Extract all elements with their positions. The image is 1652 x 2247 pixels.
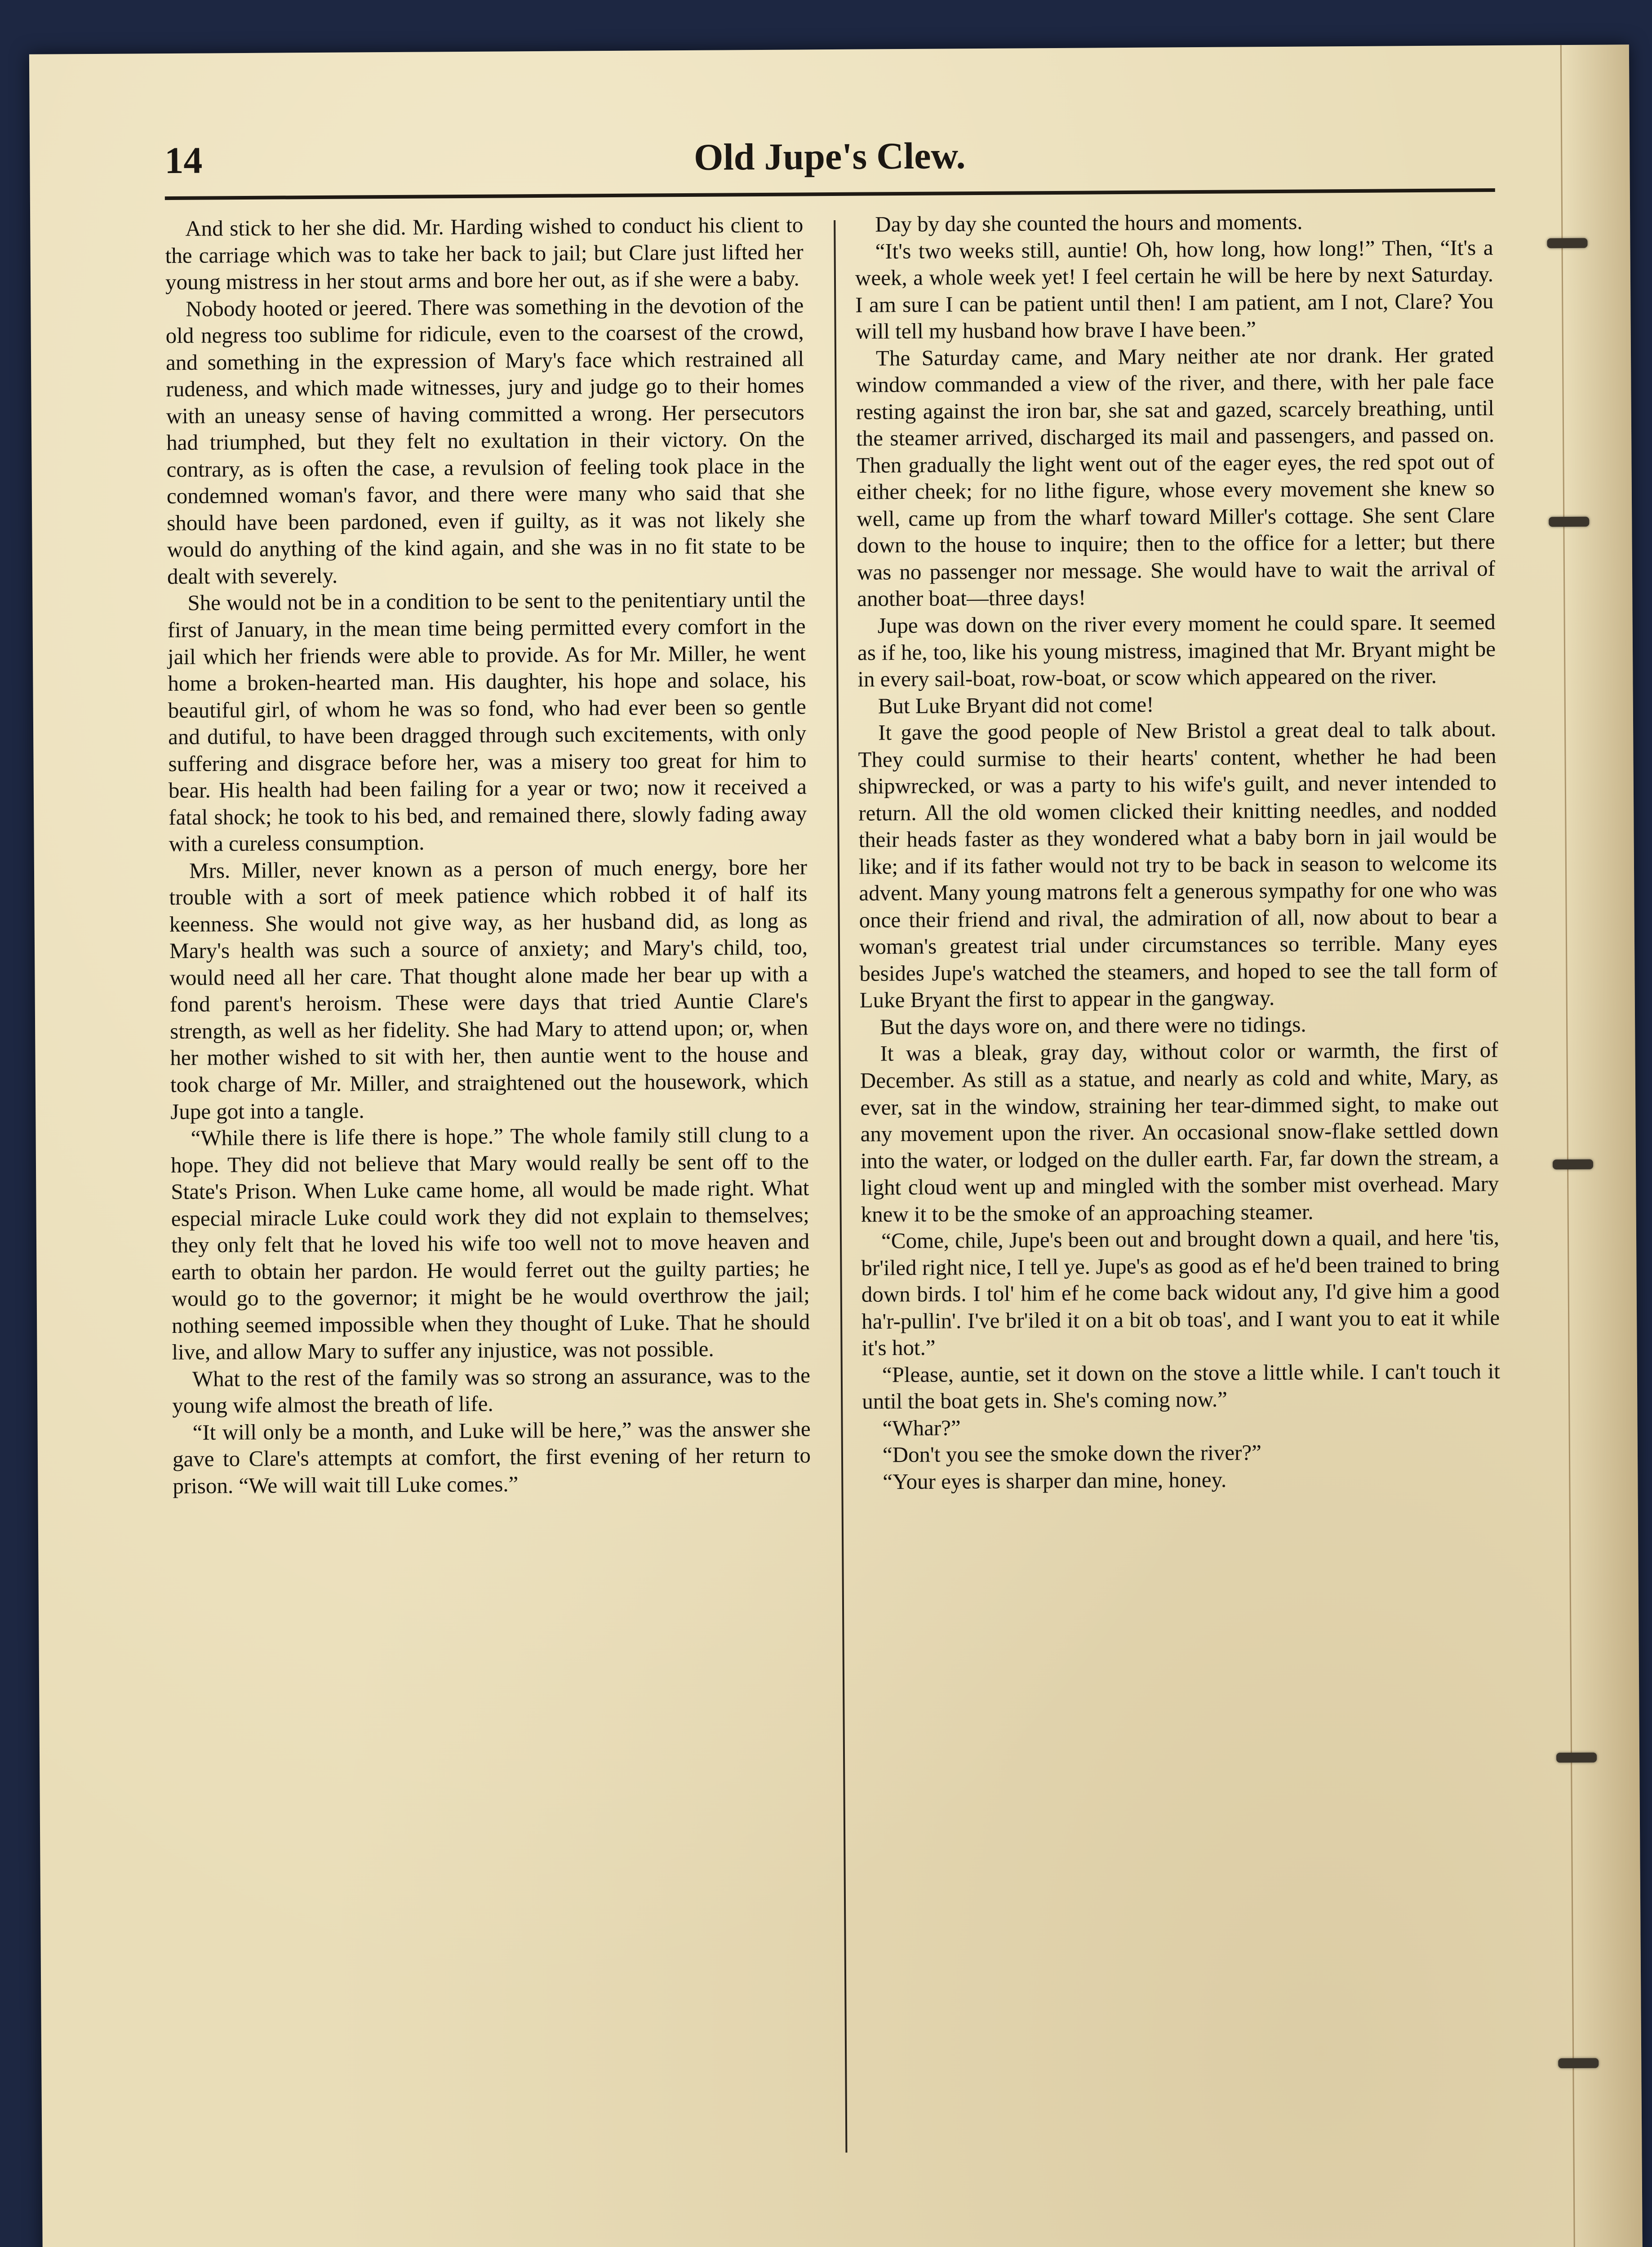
paragraph: “Come, chile, Jupe's been out and brought down a quail, and here 'tis, br'iled right nice, I tell ye. Jupe's as good as ef he'd been trained to bring down birds. I tol' him ef he come back widout any, I'd give him a good ha'r-pullin'. I've br'iled it on a bit ob toas', and I want you to eat it while it's hot.” bbox=[861, 1225, 1500, 1360]
left-column bbox=[165, 211, 811, 1499]
column-divider bbox=[834, 220, 847, 2153]
binding-staple bbox=[1549, 517, 1589, 527]
binding-staple bbox=[1558, 2058, 1599, 2069]
paragraph: She would not be in a condition to be sent to the penitentiary until the first of January, in the mean time being permitted every comfort in the jail which her friends were able to provide. As for Mr. Miller, he went home a broken-hearted man. His daughter, his hope and solace, his beautiful girl, of whom he was so fond, who had ever been so gentle and dutiful, to have been dragged through such excitements, with only suffering and disgrace before her, was a misery too great for him to bear. His health had been failing for a year or two; now it received a fatal shock; he took to his bed, and remained there, slowly fading away with a cureless consumption. bbox=[167, 586, 807, 857]
magazine-page bbox=[29, 44, 1643, 2247]
binding-staple bbox=[1553, 1159, 1593, 1170]
header-rule bbox=[165, 188, 1495, 200]
paragraph: “Whar?” bbox=[882, 1415, 961, 1441]
running-title: Old Jupe's Clew. bbox=[693, 135, 966, 178]
page-edge-shadow bbox=[1560, 44, 1643, 2247]
paragraph: Mrs. Miller, never known as a person of much energy, bore her trouble with a sort of meek patience which robbed it of half its keenness. She would not give way, as her husband did, as long as Mary's health was such a source of anxiety; and Mary's child, too, would need all her care. That thought alone made her bear up with a fond parent's heroism. These were days that tried Auntie Clare's strength, as well as her fidelity. She had Mary to attend upon; or, when her mother wished to sit with her, then auntie went to the house and took charge of Mr. Miller, and straightened out the housework, which Jupe got into a tangle. bbox=[169, 854, 809, 1124]
paragraph: “It will only be a month, and Luke will be here,” was the answer she gave to Clare's attempts at comfort, the first evening of her return to prison. “We will wait till Luke comes.” bbox=[172, 1416, 811, 1498]
paragraph: The Saturday came, and Mary neither ate nor drank. Her grated window commanded a view of the river, and there, with her pale face resting against the iron bar, she sat and gazed, scarcely breathing, until the steamer arrived, discharged its mail and passengers, and passed on. Then gradually the light went out of the eager eyes, the red spot out of either cheek; for no lithe figure, whose every movement she knew so well, came up from the wharf toward Miller's cottage. She sent Clare down to the house to inquire; then to the office for a letter; but there was no passenger nor message. She would have to wait the arrival of another boat—three days! bbox=[856, 342, 1496, 612]
paragraph: “Please, auntie, set it down on the stove a little while. I can't touch it until the boat gets in. She's coming now.” bbox=[862, 1358, 1501, 1414]
paragraph: Day by day she counted the hours and moments. bbox=[875, 209, 1303, 237]
binding-staple bbox=[1556, 1753, 1597, 1763]
paragraph: “While there is life there is hope.” The whole family still clung to a hope. They did not believe that Mary would really be sent off to the State's Prison. When Luke came home, all would be made right. What especial miracle Luke could work they did not explain to themselves; they only felt that he loved his wife too well not to move heaven and earth to obtain her pardon. He would ferret out the guilty parties; he would go to the governor; it might be he would overthrow the jail; nothing seemed impossible when they thought of Luke. That he should live, and allow Mary to suffer any injustice, was not possible. bbox=[170, 1122, 810, 1365]
paragraph: Jupe was down on the river every moment he could spare. It seemed as if he, too, like his young mistress, imagined that Mr. Bryant might be in every sail-boat, row-boat, or scow which appeared on the river. bbox=[857, 609, 1496, 692]
paragraph: But the days wore on, and there were no tidings. bbox=[879, 1012, 1306, 1039]
paragraph: It gave the good people of New Bristol a great deal to talk about. They could surmise to their hearts' content, whether he had been shipwrecked, or was a party to his wife's guilt, and never intended to return. All the old women clicked their knitting needles, and nodded their heads faster as they wondered what a baby born in jail would be like; and if its father would not try to be back in season to welcome its advent. Many young matrons felt a generous sympathy for one who was once their friend and rival, the admiration of all, now about to bear a woman's greatest trial under circumstances so terrible. Many eyes besides Jupe's watched the steamers, and hoped to see the tall form of Luke Bryant the first to appear in the gangway. bbox=[858, 716, 1498, 1013]
paragraph: “It's two weeks still, auntie! Oh, how long, how long!” Then, “It's a week, a whole week yet! I feel certain he will be here by next Saturday. I am sure I can be patient until then! I am patient, am I not, Clare? You will tell my husband how brave I have been.” bbox=[855, 235, 1494, 344]
paragraph: Nobody hooted or jeered. There was something in the devotion of the old negress too sublime for ridicule, even to the coarsest of the crowd, and something in the expression of Mary's face which restrained all rudeness, and which made witnesses, jury and judge go to their homes with an uneasy sense of having committed a wrong. Her persecutors had triumphed, but they felt no exultation in their victory. On the contrary, as is often the case, a revulsion of feeling took place in the condemned woman's favor, and there were many who said that she should have been pardoned, even if guilty, as it was not likely she would do anything of the kind again, and she was in no fit state to be dealt with severely. bbox=[165, 292, 805, 589]
paragraph: It was a bleak, gray day, without color or warmth, the first of December. As still as a statue, and nearly as cold and white, Mary, as ever, sat in the window, straining her tear-dimmed sight, to make out any movement upon the river. An occasional snow-flake settled down into the water, or lodged on the duller earth. Far, far down the stream, a light cloud went up and mingled with the somber mist overhead. Mary knew it to be the smoke of an approaching steamer. bbox=[860, 1037, 1499, 1227]
paragraph: “Don't you see the smoke down the river?” bbox=[882, 1440, 1262, 1467]
right-column bbox=[855, 207, 1501, 1495]
paragraph: And stick to her she did. Mr. Harding wished to conduct his client to the carriage which was to take her back to jail; but Clare just lifted her young mistress in her stout arms and bore her out, as if she were a baby. bbox=[165, 212, 804, 295]
page-number: 14 bbox=[164, 139, 203, 182]
paragraph: “Your eyes is sharper dan mine, honey. bbox=[883, 1467, 1227, 1494]
paragraph: But Luke Bryant did not come! bbox=[878, 692, 1154, 718]
page-header bbox=[164, 126, 1495, 188]
paragraph: What to the rest of the family was so strong an assurance, was to the young wife almost the breath of life. bbox=[172, 1363, 811, 1418]
binding-staple bbox=[1547, 238, 1587, 249]
